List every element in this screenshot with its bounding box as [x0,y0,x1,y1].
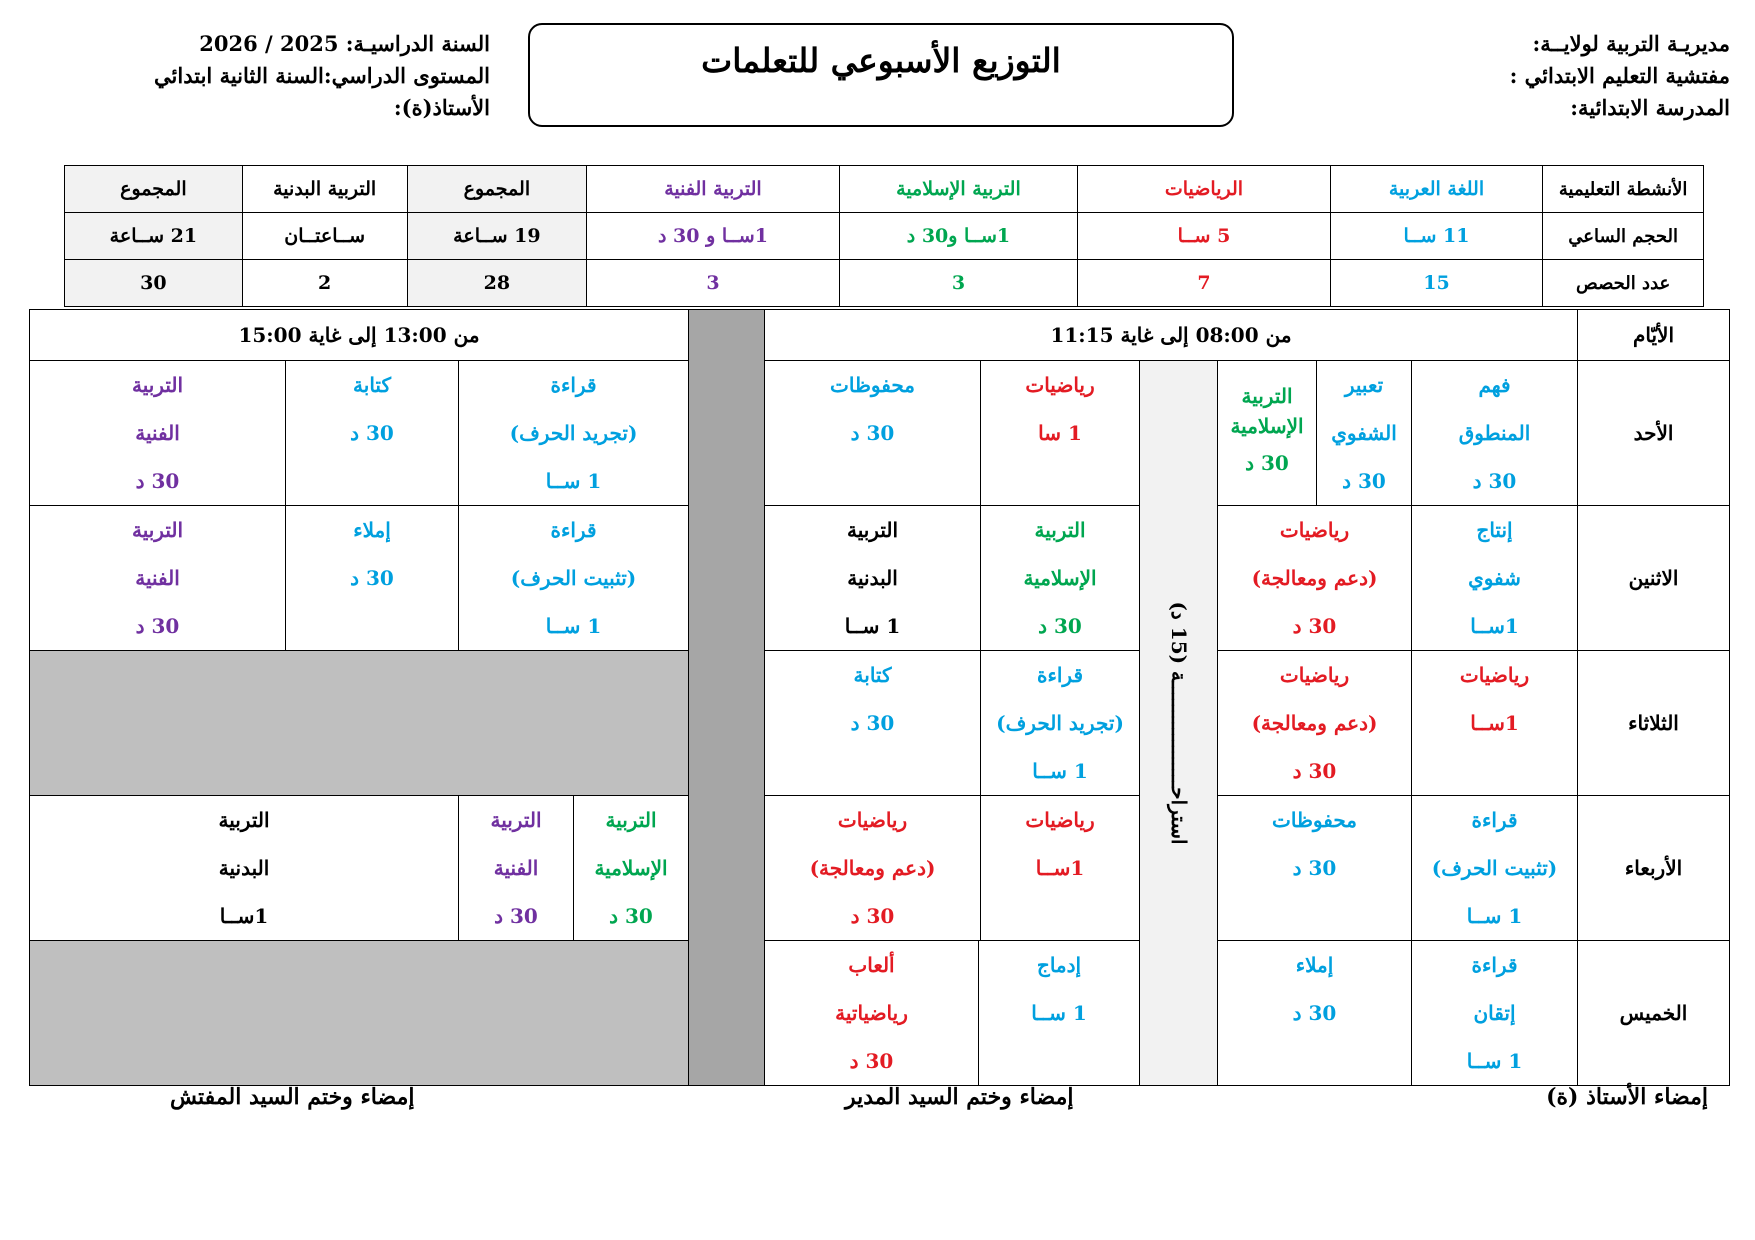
teacher-label: الأستاذ(ة): [393,95,490,120]
summary-hours: 21 ســاعة [65,213,243,260]
session-cell [573,795,689,941]
session-duration: 30 د [1342,469,1386,493]
break-label: استراحــــــــــــــــــة (15 د) [1166,601,1191,845]
session-cell [458,505,689,651]
session-duration: 30 د [849,1049,894,1073]
break-column [1139,360,1218,1086]
summary-sessions: 30 [65,260,243,307]
session-subject: التربية [605,808,657,832]
summary-row-sessions [65,260,1704,307]
session-cell [458,795,574,941]
inspector-signature: إمضاء وختم السيد المفتش [170,1084,415,1110]
session-duration: 1 ســا [1466,1049,1523,1073]
day-label: الثلاثاء [1628,711,1679,735]
summary-subject: التربية الفنية [587,166,839,213]
session-cell [764,360,981,506]
session-subject: رياضيات [1279,663,1350,687]
day-thursday [1577,940,1730,1086]
day-sunday [1577,360,1730,506]
session-subject: قراءة [550,373,597,397]
level-label: المستوى الدراسي:السنة الثانية ابتدائي [154,63,490,88]
session-duration: 1 ســا [1466,904,1523,928]
teacher-signature: إمضاء الأستاذ (ة) [1546,1084,1708,1110]
session-detail: إتقان [1473,1001,1516,1025]
session-cell [1217,650,1412,796]
summary-hours: 19 ســاعة [407,213,587,260]
session-duration: 1 ســا [1032,759,1088,783]
days-header-label: الأيّام [1633,323,1675,347]
session-cell [764,505,981,651]
session-detail: الإسلامية [1023,566,1097,590]
summary-hours: ســاعتــان [242,213,407,260]
session-cell [29,795,459,941]
summary-hours: 5 ســا [1078,213,1331,260]
session-detail: المنطوق [1458,421,1531,445]
summary-row-hours [65,213,1704,260]
session-cell [1411,360,1578,506]
session-subject: التربية [1241,384,1293,408]
day-monday [1577,505,1730,651]
session-subject: التربية [131,373,184,397]
session-subject: محفوظات [1272,808,1357,832]
session-duration: 30 د [850,711,895,735]
summary-subject: اللغة العربية [1330,166,1543,213]
session-cell [764,795,981,941]
session-subject: قراءة [1036,663,1084,687]
session-cell [29,360,286,506]
session-subject: إملاء [1295,953,1334,977]
session-duration: 1 ســا [1031,1001,1087,1025]
summary-hours: 1ســا و30 د [839,213,1078,260]
session-subject: ألعاب [848,953,895,977]
days-header [1577,309,1730,361]
session-cell [980,650,1140,796]
session-cell [29,505,286,651]
session-subject: رياضيات [1025,808,1095,832]
director-signature: إمضاء وختم السيد المدير [845,1084,1074,1110]
row-label-sessions: عدد الحصص [1543,260,1704,307]
session-cell [458,360,689,506]
session-duration: 1ســا [1470,614,1519,638]
summary-row-activities [65,166,1704,213]
class-info [154,28,490,124]
directorate-label: مديريـة التربية لولايــة: [1532,31,1730,56]
session-subject: التربية [218,808,270,832]
day-wednesday [1577,795,1730,941]
page-title: التوزيع الأسبوعي للتعلمات [701,41,1061,80]
session-cell [764,940,979,1086]
midday-divider [688,309,765,1086]
session-cell [1411,505,1578,651]
session-duration: 30 د [850,904,895,928]
session-subject: محفوظات [830,373,915,397]
session-cell [1217,940,1412,1086]
morning-header-label: من 08:00 إلى غاية 11:15 [1050,323,1292,347]
summary-hours: 1ســا و 30 د [587,213,839,260]
day-label: الاثنين [1628,566,1679,590]
empty-afternoon-thursday [29,940,689,1086]
session-detail: شفوي [1468,566,1521,590]
session-subject: التربية [1034,518,1086,542]
summary-sessions: 3 [839,260,1078,307]
summary-subject: الرياضيات [1078,166,1331,213]
school-info [1510,28,1730,124]
day-label: الخميس [1619,1001,1688,1025]
empty-afternoon-tuesday [29,650,689,796]
session-detail: الفنية [493,856,539,880]
session-cell [1411,795,1578,941]
session-detail: (تجريد الحرف) [509,421,638,445]
session-duration: 1 ســا [545,614,602,638]
session-subject: رياضيات [1459,663,1530,687]
session-cell [1217,360,1317,506]
session-duration: 30 د [1292,1001,1337,1025]
session-subject: قراءة [1471,953,1518,977]
session-detail: (تثبيت الحرف) [510,566,637,590]
session-detail: (تثبيت الحرف) [1431,856,1558,880]
session-detail: الإسلامية [1230,414,1304,438]
session-duration: 30 د [1038,614,1082,638]
session-duration: 30 د [609,904,653,928]
session-detail: (تجريد الحرف) [996,711,1124,735]
session-cell [1316,360,1412,506]
title-box [528,23,1234,127]
session-subject: التربية [131,518,184,542]
session-duration: 30 د [850,421,895,445]
session-cell [285,505,459,651]
session-detail: (دعم ومعالجة) [809,856,936,880]
summary-subject: التربية البدنية [242,166,407,213]
summary-hours: 11 ســا [1330,213,1543,260]
session-subject: رياضيات [1025,373,1095,397]
session-duration: 1ســا [219,904,269,928]
session-subject: رياضيات [837,808,908,832]
inspectorate-label: مفتشية التعليم الابتدائي : [1509,63,1730,88]
summary-sessions: 7 [1078,260,1331,307]
session-cell [285,360,459,506]
session-subject: رياضيات [1279,518,1350,542]
session-duration: 30 د [350,566,394,590]
session-detail: الفنية [135,421,180,445]
session-cell [764,650,981,796]
session-subject: كتابة [853,663,892,687]
session-detail: الإسلامية [594,856,668,880]
session-detail: (دعم ومعالجة) [1251,566,1378,590]
session-duration: 1 سا [1038,421,1082,445]
session-detail: (دعم ومعالجة) [1251,711,1378,735]
session-detail: البدنية [847,566,898,590]
session-cell [1411,940,1578,1086]
session-subject: تعبير [1344,373,1384,397]
session-duration: 1ســا [1470,711,1519,735]
session-detail: رياضياتية [835,1001,908,1025]
summary-sessions: 28 [407,260,587,307]
afternoon-header-label: من 13:00 إلى غاية 15:00 [238,323,480,347]
session-subject: قراءة [1471,808,1518,832]
session-detail: الفنية [135,566,180,590]
summary-subject: المجموع [407,166,587,213]
row-label-activities: الأنشطة التعليمية [1543,166,1704,213]
session-duration: 30 د [1292,614,1337,638]
session-duration: 30 د [1245,451,1289,475]
session-subject: إدماج [1036,953,1082,977]
session-duration: 1 ســا [844,614,901,638]
row-label-hours: الحجم الساعي [1543,213,1704,260]
session-duration: 30 د [494,904,538,928]
session-subject: إنتاج [1476,518,1513,542]
afternoon-header [29,309,689,361]
session-subject: التربية [846,518,899,542]
session-subject: فهم [1478,373,1511,397]
session-cell [1217,795,1412,941]
session-duration: 30 د [1292,856,1337,880]
session-duration: 1 ســا [545,469,602,493]
day-label: الأحد [1633,421,1674,445]
summary-subject: المجموع [65,166,243,213]
session-subject: التربية [490,808,542,832]
session-detail: الشفوي [1331,421,1397,445]
summary-sessions: 2 [242,260,407,307]
session-subject: كتابة [353,373,391,397]
morning-header [764,309,1578,361]
session-cell [980,360,1140,506]
summary-sessions: 3 [587,260,839,307]
school-label: المدرسة الابتدائية: [1570,95,1730,120]
session-subject: قراءة [550,518,597,542]
session-subject: إملاء [353,518,391,542]
session-cell [978,940,1140,1086]
day-label: الأربعاء [1624,856,1683,880]
summary-sessions: 15 [1330,260,1543,307]
session-duration: 30 د [350,421,394,445]
session-duration: 30 د [1472,469,1517,493]
day-tuesday [1577,650,1730,796]
session-cell [1217,505,1412,651]
school-year-label: السنة الدراسيـة: 2025 / 2026 [199,31,490,56]
session-duration: 1ســا [1035,856,1085,880]
session-cell [980,795,1140,941]
session-detail: البدنية [218,856,270,880]
session-duration: 30 د [1292,759,1337,783]
session-cell [980,505,1140,651]
summary-table [64,165,1704,307]
session-cell [1411,650,1578,796]
session-duration: 30 د [135,469,180,493]
summary-subject: التربية الإسلامية [839,166,1078,213]
session-duration: 30 د [135,614,180,638]
